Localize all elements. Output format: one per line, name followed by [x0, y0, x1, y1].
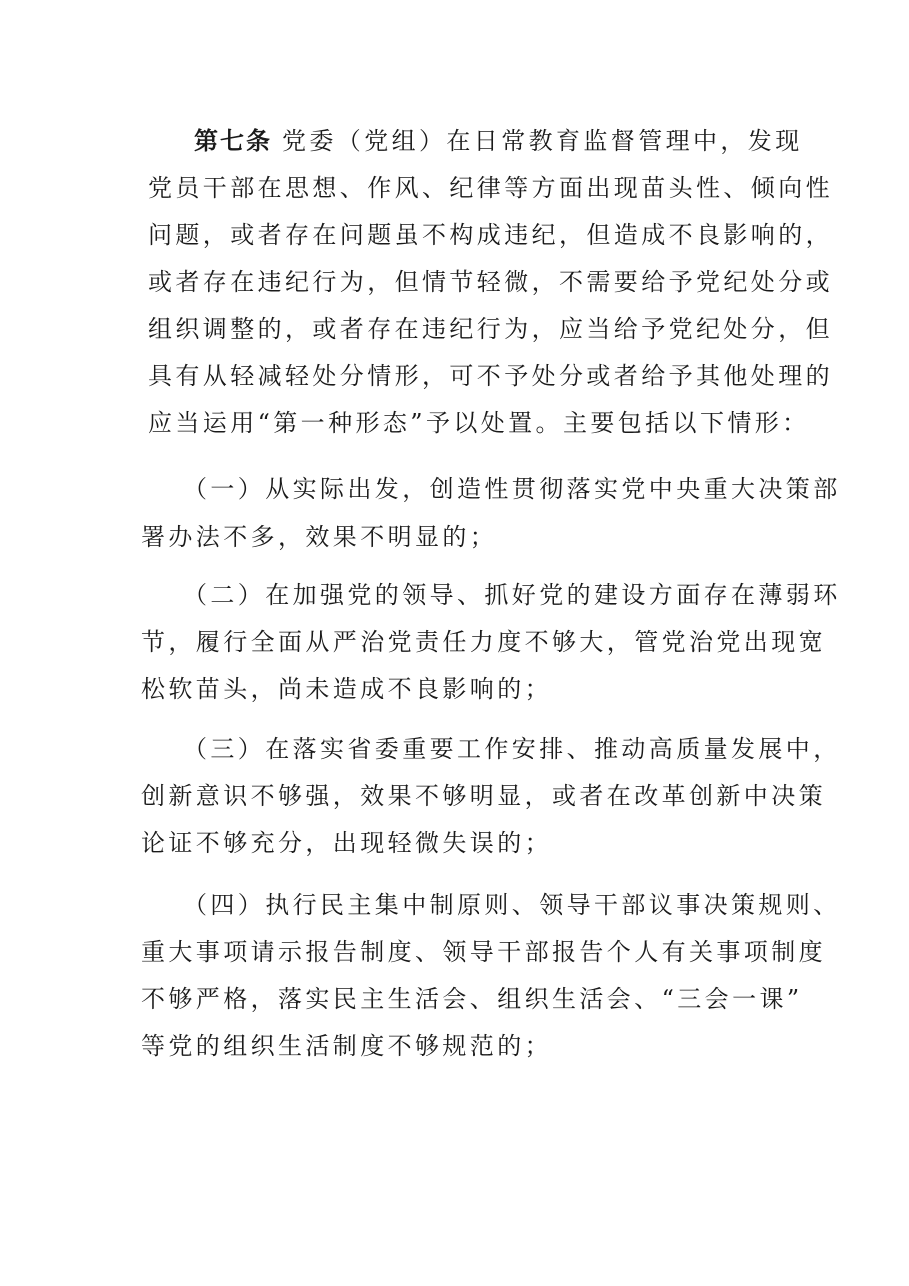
list-item	[141, 888, 841, 1068]
article-line: 问题，或者存在问题虽不构成违纪，但造成不良影响的，	[148, 221, 833, 249]
article-line: 组织调整的，或者存在违纪行为，应当给予党纪处分，但	[148, 315, 833, 343]
item-line: 不够严格，落实民主生活会、组织生活会、“三会一课”	[141, 985, 803, 1013]
list-item	[141, 472, 841, 562]
article-line	[194, 124, 803, 158]
item-line: 松软苗头，尚未造成不良影响的；	[141, 675, 552, 703]
article-line: 应当运用“第一种形态”予以处置。主要包括以下情形：	[148, 409, 810, 437]
item-line: 署办法不多，效果不明显的；	[141, 523, 498, 551]
item-line: 论证不够充分，出现轻微失误的；	[141, 829, 552, 857]
item-line: （二）在加强党的领导、抓好党的建设方面存在薄弱环	[183, 581, 841, 609]
item-line: （三）在落实省委重要工作安排、推动高质量发展中，	[183, 735, 841, 763]
item-line: 重大事项请示报告制度、领导干部报告个人有关事项制度	[141, 938, 826, 966]
item-line: 创新意识不够强，效果不够明显，或者在改革创新中决策	[141, 782, 826, 810]
article-line: 党员干部在思想、作风、纪律等方面出现苗头性、倾向性	[148, 174, 833, 202]
article-paragraph	[148, 124, 833, 444]
item-line: （一）从实际出发，创造性贯彻落实党中央重大决策部	[183, 475, 841, 503]
article-heading: 第七条	[194, 127, 272, 155]
article-text: 党委（党组）在日常教育监督管理中，发现	[282, 127, 803, 155]
item-line: （四）执行民主集中制原则、领导干部议事决策规则、	[183, 891, 841, 919]
list-item	[141, 732, 841, 862]
article-line: 或者存在违纪行为，但情节轻微，不需要给予党纪处分或	[148, 268, 833, 296]
article-line: 具有从轻减轻处分情形，可不予处分或者给予其他处理的	[148, 362, 833, 390]
item-line: 节，履行全面从严治党责任力度不够大，管党治党出现宽	[141, 628, 826, 656]
list-item	[141, 578, 841, 708]
item-line: 等党的组织生活制度不够规范的；	[141, 1032, 552, 1060]
